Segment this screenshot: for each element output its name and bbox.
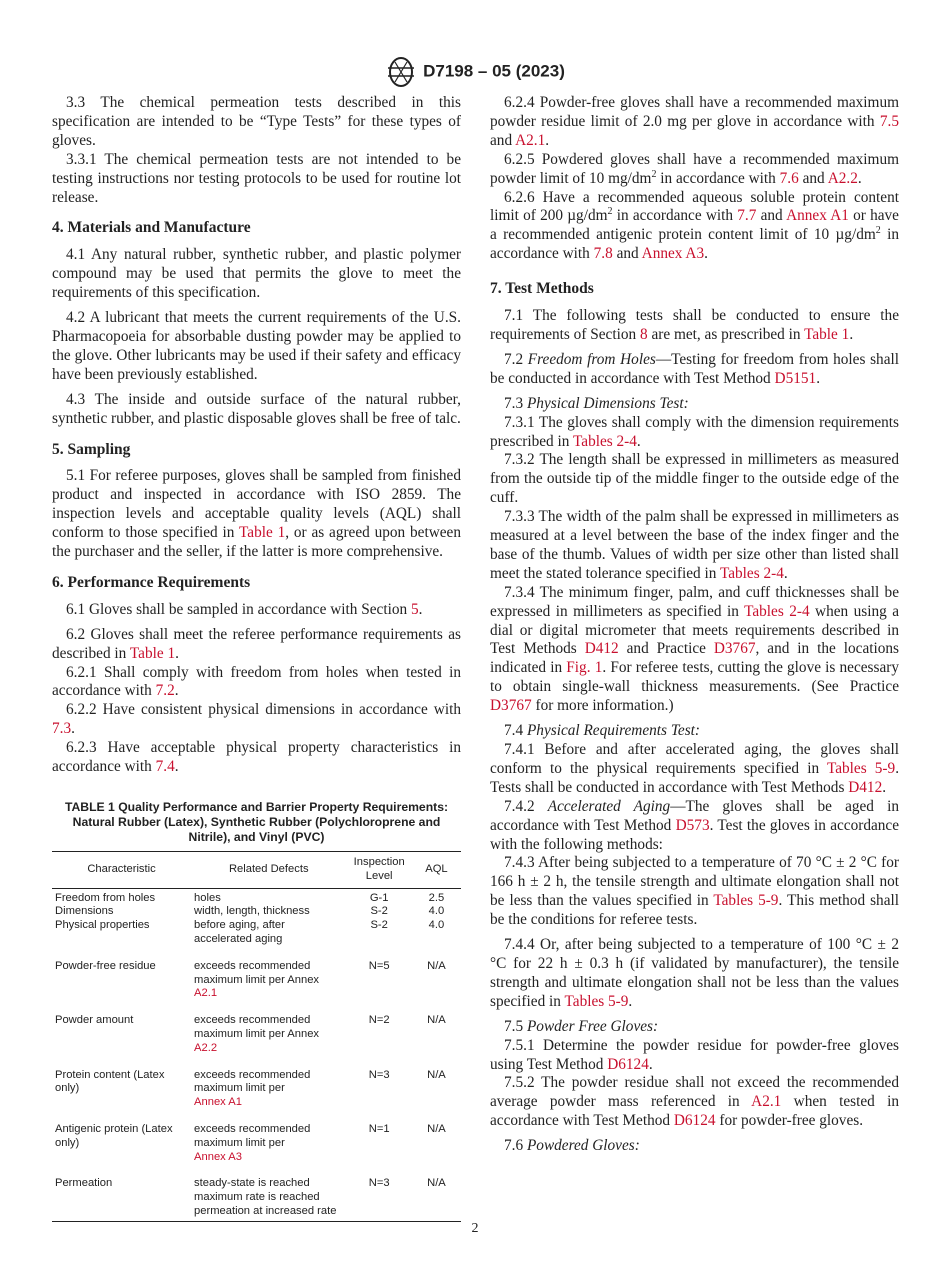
link-a2-1[interactable]: A2.1	[751, 1093, 782, 1111]
para-4-2: 4.2 A lubricant that meets the current requirements of the U.S. Pharmacopoeia for absorbable dusting powder may be applied to the glove. Other lubricants may be used if their safety and efficacy have been previously established.	[52, 309, 461, 383]
para-7-5-2: 7.5.2 The powder residue shall not exceed the recommended average powder mass referenced in A2.1 when tested in accordance with Test Method D6124 for powder-free gloves.	[490, 1074, 899, 1130]
para-6-2-1: 6.2.1 Shall comply with freedom from holes when tested in accordance with 7.2.	[52, 663, 461, 700]
link-d5151[interactable]: D5151	[774, 369, 817, 387]
para-7-3-3: 7.3.3 The width of the palm shall be expressed in millimeters as measured at a level between the base of the index finger and the base of the thumb. Values of width per size other than listed shall meet the stated tolerance specified in Tables 2-4.	[490, 508, 899, 582]
link-7-6[interactable]: 7.6	[779, 169, 799, 187]
cell-characteristic: Powder amount	[55, 1014, 134, 1027]
link-annex-a3[interactable]: Annex A3	[194, 1150, 242, 1163]
link-7-7[interactable]: 7.7	[737, 207, 757, 225]
para-7-2: 7.2 Freedom from Holes—Testing for freedom from holes shall be conducted in accordance with Test Method D5151.	[490, 350, 899, 387]
link-d3767[interactable]: D3767	[713, 640, 756, 658]
link-table-1[interactable]: Table 1	[239, 524, 286, 542]
para-6-2-6: 6.2.6 Have a recommended aqueous soluble protein content limit of 200 $\mu g/dm^2$ in accordance with 7.7 and Annex A1 or have a recommended antigenic protein content limit of 10 $\mu g/dm^2$ in accordance with 7.8 and Annex A3.	[490, 188, 899, 263]
link-7-4[interactable]: 7.4	[155, 758, 175, 776]
para-7-3-4: 7.3.4 The minimum finger, palm, and cuff thicknesses shall be expressed in millimeters as specified in Tables 2-4 when using a dial or digital micrometer that meets requirements described in Test Methods D412 and Practice D3767, and in the locations indicated in Fig. 1. For referee tests, cutting the glove is necessary to obtain single-wall thickness measurements. (See Practice D3767 for more information.)	[490, 583, 899, 715]
link-7-3[interactable]: 7.3	[52, 720, 72, 738]
link-tables-2-4[interactable]: Tables 2-4	[719, 564, 784, 582]
para-4-3: 4.3 The inside and outside surface of the natural rubber, synthetic rubber, and plastic disposable gloves shall be free of talc.	[52, 390, 461, 427]
link-d6124[interactable]: D6124	[607, 1055, 649, 1073]
para-6-1: 6.1 Gloves shall be sampled in accordance with Section 5.	[66, 600, 423, 618]
cell-aql: N/A	[427, 1014, 446, 1027]
table-1-caption: TABLE 1 Quality Performance and Barrier Property Requirements: Natural Rubber (Latex), Synthetic Rubber (Polychloroprene and Nitrile), and Vinyl (PVC)	[64, 800, 449, 844]
cell-characteristic: Freedom from holes	[55, 891, 156, 904]
table-row	[52, 1164, 461, 1221]
astm-logo-icon	[385, 56, 417, 88]
para-6-2-3: 6.2.3 Have acceptable physical property characteristics in accordance with 7.4.	[52, 739, 461, 776]
para-7-5: 7.5 Powder Free Gloves:	[504, 1017, 659, 1035]
cell-defects: exceeds recommended maximum limit per Annex A3	[194, 1122, 311, 1163]
link-d412[interactable]: D412	[584, 640, 619, 658]
cell-level: N=3	[346, 1164, 411, 1221]
link-annex-a3[interactable]: Annex A3	[641, 245, 705, 263]
para-4-1: 4.1 Any natural rubber, synthetic rubber, and plastic polymer compound may be used that permits the glove to meet the requirements of this specification.	[52, 246, 461, 302]
link-d573[interactable]: D573	[675, 816, 710, 834]
para-3-3: 3.3 The chemical permeation tests described in this specification are intended to be “Type Tests” for these types of gloves.	[52, 94, 461, 149]
cell-aql: N/A	[427, 1122, 446, 1135]
col-header-related-defects: Related Defects	[191, 852, 346, 889]
cell-level: N=5	[368, 959, 390, 972]
col-header-inspection-level: Inspection Level	[346, 852, 411, 889]
col-header-aql: AQL	[412, 852, 461, 889]
table-row	[52, 1110, 461, 1164]
left-column	[52, 94, 461, 1222]
para-7-3-1: 7.3.1 The gloves shall comply with the dimension requirements prescribed in Tables 2-4.	[490, 413, 899, 450]
cell-level: N=3	[368, 1068, 390, 1081]
cell-aql: 4.0	[428, 905, 445, 918]
cell-level: N=2	[368, 1014, 390, 1027]
para-6-2: 6.2 Gloves shall meet the referee performance requirements as described in Table 1.	[52, 625, 461, 662]
link-annex-a1[interactable]: Annex A1	[194, 1096, 242, 1109]
para-3-3-1: 3.3.1 The chemical permeation tests are not intended to be testing instructions nor testing protocols to be used for routine lot release.	[52, 150, 461, 206]
link-a2-2[interactable]: A2.2	[827, 169, 858, 187]
cell-aql: N/A	[427, 1068, 446, 1081]
link-7-8[interactable]: 7.8	[593, 245, 613, 263]
para-7-4-2: 7.4.2 Accelerated Aging—The gloves shall be aged in accordance with Test Method D573. Test the gloves in accordance with the following methods:	[490, 797, 899, 853]
cell-level: S-2	[370, 905, 388, 918]
table-row	[52, 888, 461, 905]
cell-level: N=1	[368, 1122, 390, 1135]
cell-defects: steady-state is reached maximum rate is reached permeation at increased rate	[191, 1164, 346, 1221]
table-row	[52, 1056, 461, 1110]
cell-characteristic: Dimensions	[55, 905, 114, 918]
cell-defects: exceeds recommended maximum limit per Annex A2.2	[194, 1014, 320, 1054]
para-6-2-2: 6.2.2 Have consistent physical dimensions in accordance with 7.3.	[52, 701, 461, 738]
para-7-4-1: 7.4.1 Before and after accelerated aging, the gloves shall conform to the physical requirements specified in Tables 5-9. Tests shall be conducted in accordance with Test Methods D412.	[490, 741, 900, 796]
link-tables-5-9[interactable]: Tables 5-9	[713, 892, 779, 910]
link-fig-1[interactable]: Fig. 1	[566, 659, 603, 677]
link-tables-2-4[interactable]: Tables 2-4	[744, 602, 810, 620]
para-6-2-4: 6.2.4 Powder-free gloves shall have a recommended maximum powder residue limit of 2.0 mg per glove in accordance with 7.5 and A2.1.	[490, 94, 899, 149]
link-7-2[interactable]: 7.2	[155, 682, 175, 700]
link-d6124[interactable]: D6124	[673, 1112, 716, 1130]
cell-aql: N/A	[412, 1164, 461, 1221]
para-7-4-4: 7.4.4 Or, after being subjected to a temperature of 100 °C ± 2 °C for 22 h ± 0.3 h (if validated by manufacturer), the tensile strength and ultimate elongation shall not be less than the values specified in Tables 5-9.	[490, 936, 899, 1010]
cell-characteristic: Permeation	[52, 1164, 191, 1221]
para-7-4: 7.4 Physical Requirements Test:	[504, 722, 701, 740]
link-table-1[interactable]: Table 1	[129, 644, 176, 662]
cell-characteristic: Powder-free residue	[55, 959, 156, 972]
cell-defects: width, length, thickness	[194, 905, 310, 918]
link-d412[interactable]: D412	[848, 778, 883, 796]
cell-level: G-1	[369, 891, 389, 904]
link-table-1[interactable]: Table 1	[804, 325, 850, 343]
section-4-heading: 4. Materials and Manufacture	[52, 219, 251, 237]
para-7-4-3: 7.4.3 After being subjected to a temperature of 70 °C ± 2 °C for 166 h ± 2 h, the tensile strength and ultimate elongation shall not be less than the values specified in Tables 5-9. This method shall be the conditions for referee tests.	[490, 854, 899, 929]
cell-characteristic: Antigenic protein (Latex only)	[55, 1122, 173, 1149]
para-5-1: 5.1 For referee purposes, gloves shall be sampled from finished product and inspected in accordance with ISO 2859. The inspection levels and acceptable quality levels (AQL) shall conform to those specified in Table 1, or as agreed upon between the purchaser and the seller, if the latter is more comprehensive.	[52, 467, 461, 561]
link-tables-5-9[interactable]: Tables 5-9	[826, 759, 896, 777]
para-7-5-1: 7.5.1 Determine the powder residue for powder-free gloves using Test Method D6124.	[490, 1036, 899, 1073]
section-6-heading: 6. Performance Requirements	[52, 573, 251, 591]
para-6-2-5: 6.2.5 Powdered gloves shall have a recommended maximum powder limit of 10 $mg/dm^2$ in accordance with 7.6 and A2.2.	[490, 150, 899, 187]
section-7-heading: 7. Test Methods	[490, 280, 594, 298]
para-7-6: 7.6 Powdered Gloves:	[504, 1137, 640, 1155]
cell-characteristic: Physical properties	[55, 919, 150, 932]
link-tables-5-9[interactable]: Tables 5-9	[564, 992, 629, 1010]
link-a2-2[interactable]: A2.2	[194, 1041, 218, 1054]
col-header-characteristic: Characteristic	[52, 852, 191, 889]
para-7-1: 7.1 The following tests shall be conducted to ensure the requirements of Section 8 are met, as prescribed in Table 1.	[490, 307, 899, 343]
para-7-3: 7.3 Physical Dimensions Test:	[504, 394, 689, 412]
link-a2-1[interactable]: A2.1	[194, 987, 218, 1000]
cell-defects: before aging, after accelerated aging	[194, 919, 285, 945]
link-section-8[interactable]: 8	[639, 325, 648, 343]
table-row	[52, 1001, 461, 1055]
cell-aql: 2.5	[428, 891, 445, 904]
right-column	[490, 94, 899, 1156]
link-section-5[interactable]: 5	[410, 600, 419, 618]
link-annex-a1[interactable]: Annex A1	[786, 207, 849, 225]
cell-defects: holes	[194, 891, 221, 904]
document-title: D7198 – 05 (2023)	[423, 61, 565, 81]
page-number: 2	[471, 1221, 479, 1236]
table-row	[52, 947, 461, 1001]
cell-aql: 4.0	[428, 919, 445, 932]
cell-level: S-2	[370, 919, 388, 932]
page-header	[0, 56, 950, 88]
para-7-3-2: 7.3.2 The length shall be expressed in millimeters as measured from the outside tip of the middle finger to the outside edge of the cuff.	[490, 451, 899, 507]
link-a2-1[interactable]: A2.1	[515, 131, 546, 149]
cell-defects: exceeds recommended maximum limit per Annex A1	[194, 1068, 311, 1109]
cell-characteristic: Protein content (Latex only)	[55, 1068, 165, 1095]
table-row	[52, 919, 461, 947]
table-row	[52, 905, 461, 919]
table-1	[52, 851, 461, 1222]
section-5-heading: 5. Sampling	[52, 440, 131, 458]
cell-defects: exceeds recommended maximum limit per Annex A2.1	[194, 959, 320, 1000]
cell-aql: N/A	[427, 959, 446, 972]
link-d3767[interactable]: D3767	[490, 697, 532, 715]
link-tables-2-4[interactable]: Tables 2-4	[573, 432, 637, 450]
link-7-5[interactable]: 7.5	[879, 112, 899, 130]
